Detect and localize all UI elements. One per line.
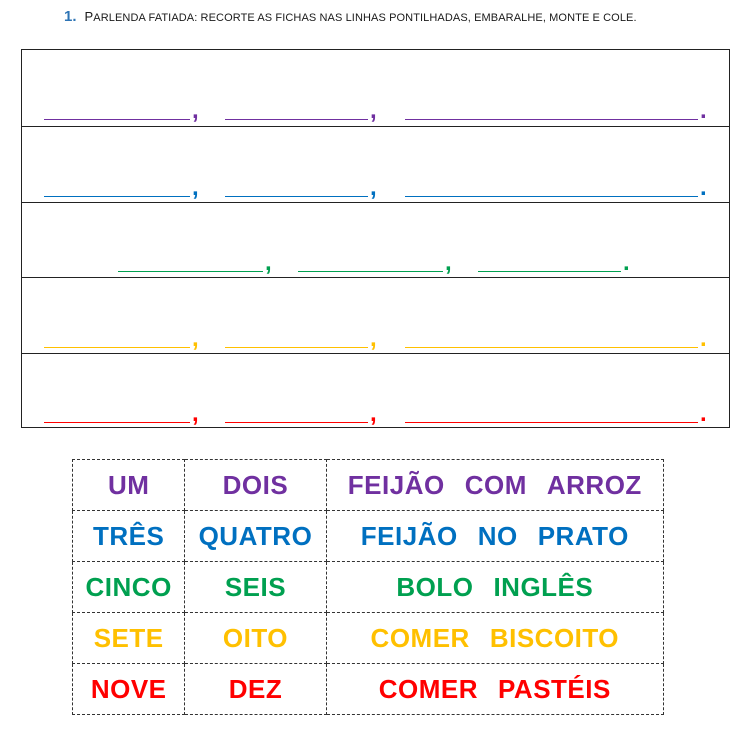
word-card-number: SEIS <box>185 562 326 613</box>
answer-blank <box>225 422 368 423</box>
word-card-number: NOVE <box>73 664 185 715</box>
phrase-word: PASTÉIS <box>498 673 611 704</box>
answer-blank <box>44 347 190 348</box>
comma-mark: , <box>192 97 199 124</box>
period-mark: . <box>700 400 707 427</box>
card-row <box>73 562 664 613</box>
answer-blank <box>405 422 698 423</box>
answer-blank <box>298 271 443 272</box>
answer-line-row <box>22 126 729 202</box>
card-row <box>73 664 664 715</box>
answer-line-row <box>22 202 729 277</box>
period-mark: . <box>700 325 707 352</box>
answer-blank <box>44 119 190 120</box>
word-card-number: UM <box>73 460 185 511</box>
phrase-word: NO <box>477 520 518 551</box>
exercise-instruction: PARLENDA FATIADA: RECORTE AS FICHAS NAS LINHAS PONTILHADAS, EMBARALHE, MONTE E COLE. <box>84 9 637 24</box>
comma-mark: , <box>192 174 199 201</box>
answer-blank <box>44 422 190 423</box>
exercise-title <box>64 8 637 30</box>
phrase-word: INGLÊS <box>493 571 594 602</box>
comma-mark: , <box>192 325 199 352</box>
answer-line-row <box>22 50 729 126</box>
word-card-number: SETE <box>73 613 185 664</box>
comma-mark: , <box>370 97 377 124</box>
comma-mark: , <box>192 400 199 427</box>
word-card-phrase <box>326 511 663 562</box>
word-card-number: QUATRO <box>185 511 326 562</box>
period-mark: . <box>700 97 707 124</box>
card-row <box>73 511 664 562</box>
phrase-word: COM <box>464 469 527 500</box>
word-card-phrase <box>326 664 663 715</box>
phrase-word: COMER <box>370 622 470 653</box>
answer-line-row <box>22 353 729 428</box>
exercise-number: 1. <box>64 8 77 25</box>
card-row <box>73 460 664 511</box>
answer-blank <box>44 196 190 197</box>
answer-blank <box>405 196 698 197</box>
word-card-number: DEZ <box>185 664 326 715</box>
phrase-word: ARROZ <box>546 469 642 500</box>
answer-blank <box>225 347 368 348</box>
word-card-number: TRÊS <box>73 511 185 562</box>
answer-blank <box>118 271 263 272</box>
word-card-number: DOIS <box>185 460 326 511</box>
comma-mark: , <box>445 249 452 276</box>
word-card-number: OITO <box>185 613 326 664</box>
answer-blank <box>478 271 621 272</box>
phrase-word: FEIJÃO <box>360 520 458 551</box>
word-card-number: CINCO <box>73 562 185 613</box>
comma-mark: , <box>265 249 272 276</box>
answer-lines-box <box>21 49 730 428</box>
answer-line-row <box>22 277 729 353</box>
comma-mark: , <box>370 400 377 427</box>
period-mark: . <box>700 174 707 201</box>
word-card-phrase <box>326 460 663 511</box>
answer-blank <box>405 347 698 348</box>
card-row <box>73 613 664 664</box>
answer-blank <box>405 119 698 120</box>
word-card-phrase <box>326 613 663 664</box>
phrase-word: PRATO <box>537 520 629 551</box>
answer-blank <box>225 196 368 197</box>
phrase-word: BOLO <box>396 571 474 602</box>
comma-mark: , <box>370 174 377 201</box>
word-card-phrase <box>326 562 663 613</box>
phrase-word: COMER <box>378 673 479 704</box>
comma-mark: , <box>370 325 377 352</box>
answer-blank <box>225 119 368 120</box>
phrase-word: BISCOITO <box>489 622 620 653</box>
word-cards-table <box>72 459 664 715</box>
phrase-word: FEIJÃO <box>347 469 445 500</box>
period-mark: . <box>623 249 630 276</box>
